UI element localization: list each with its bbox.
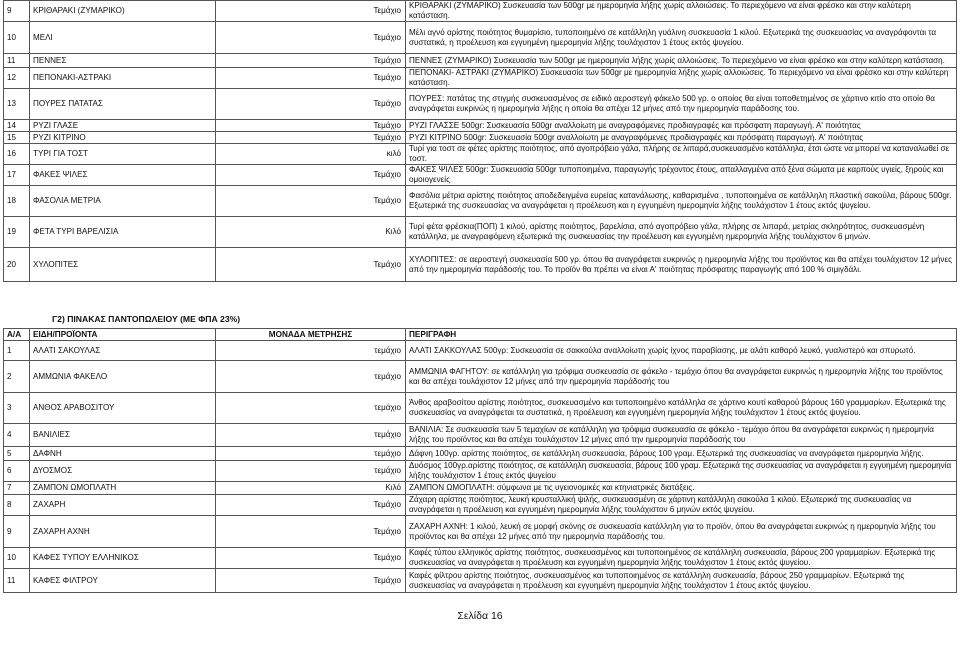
item-name: ΠΕΠΟΝΑΚΙ-ΑΣΤΡΑΚΙ (30, 68, 216, 89)
item-name: ΒΑΝΙΛΙΕΣ (30, 424, 216, 447)
item-number: 7 (4, 482, 30, 495)
item-description: Μέλι αγνό αρίστης ποιότητος θυμαρίσιο, τυποποιημένο σε κατάλληλη γυάλινη συσκευασία 1 κιλού. Εξωτερικά της συσκευασίας να αναγράφονται τα συστατικά, η προέλευση και εγγυημένη ημερομηνία λήξης τουλάχιστον 1 έτους εκτός ψυγείου. (406, 22, 957, 54)
item-number: 18 (4, 186, 30, 217)
item-number: 14 (4, 120, 30, 132)
table-row (4, 89, 957, 120)
item-name: ΑΛΑΤΙ ΣΑΚΟΥΛΑΣ (30, 341, 216, 361)
item-number: 6 (4, 461, 30, 482)
table-row (4, 186, 957, 217)
item-unit: Τεμάχιο (216, 68, 406, 89)
item-number: 20 (4, 248, 30, 282)
table-row (4, 447, 957, 461)
item-name: ΑΜΜΩΝΙΑ ΦΑΚΕΛΟ (30, 361, 216, 393)
item-description: Ζάχαρη αρίστης ποιότητος, λευκή κρυσταλλική ψιλής, συσκευασμένη σε χάρτινη κατάλληλη σακούλα 1 κιλού. Εξωτερικά της συσκευασίας να αναγράφεται η προέλευση και εγγυημένη ημερομηνία λήξης τουλάχιστον 6 μηνών εκτός ψυγείου. (406, 495, 957, 516)
item-number: 19 (4, 217, 30, 248)
item-unit: Κιλό (216, 217, 406, 248)
item-unit: Τεμάχιο (216, 495, 406, 516)
item-description: Καφές φίλτρου αρίστης ποιότητος, συσκευασμένος και τυποποιημένος σε κατάλληλη συσκευασία, βάρους 250 γραμμαρίων. Εξωτερικά της συσκευασίας να αναγράφεται η προέλευση και εγγυημένη ημερομηνία λήξης τουλάχιστον 1 έτους εκτός ψυγείου. (406, 569, 957, 593)
table-row (4, 1, 957, 22)
item-unit: τεμάχιο (216, 393, 406, 424)
item-description: Δυόσμος 100γρ.αρίστης ποιότητος, σε κατάλληλη συσκευασία, βάρους 100 γραμ. Εξωτερικά της συσκευασίας να αναγράφεται η εγγυημένη ημερομηνία λήξης τουλάχιστον 1 έτους εκτός ψυγείου (406, 461, 957, 482)
table-row (4, 165, 957, 186)
item-number: 17 (4, 165, 30, 186)
item-unit: κιλό (216, 144, 406, 165)
item-number: 1 (4, 341, 30, 361)
item-name: ΜΕΛΙ (30, 22, 216, 54)
item-unit: Τεμάχιο (216, 132, 406, 144)
item-description: Τυρί για τοστ σε φέτες αρίστης ποιότητος, από αγοπρόβειο γάλα, πλήρης σε λιπαρά,συσκευασμένο κατάλληλα, έτσι ώστε να μπορεί να καταναλωθεί σε τοστ. (406, 144, 957, 165)
table-row (4, 22, 957, 54)
item-number: 2 (4, 361, 30, 393)
table-row (4, 120, 957, 132)
header-aa: Α/Α (4, 329, 30, 341)
table-row (4, 516, 957, 548)
item-unit: τεμάχιο (216, 447, 406, 461)
item-number: 10 (4, 548, 30, 569)
item-unit: τεμάχιο (216, 361, 406, 393)
table-header-row (4, 329, 957, 341)
table-row (4, 482, 957, 495)
item-name: ΦΑΚΕΣ ΨΙΛΕΣ (30, 165, 216, 186)
header-description: ΠΕΡΙΓΡΑΦΗ (406, 329, 957, 341)
item-number: 4 (4, 424, 30, 447)
item-name: ΔΑΦΝΗ (30, 447, 216, 461)
item-unit: Τεμάχιο (216, 248, 406, 282)
table-row (4, 132, 957, 144)
item-name: ΦΑΣΟΛΙΑ ΜΕΤΡΙΑ (30, 186, 216, 217)
item-number: 12 (4, 68, 30, 89)
item-name: ΡΥΖΙ ΓΛΑΣΕ (30, 120, 216, 132)
item-name: ΔΥΟΣΜΟΣ (30, 461, 216, 482)
grocery-table (3, 328, 957, 593)
item-name: ΚΡΙΘΑΡΑΚΙ (ΖΥΜΑΡΙΚΟ) (30, 1, 216, 22)
table-row (4, 393, 957, 424)
item-description: ΡΥΖΙ ΚΙΤΡΙΝΟ 500gr: Συσκευασία 500gr αναλλοίωτη με αναγραφόμενες προδιαγραφές και πρόσφατη παραγωγή. Α' ποιότητας (406, 132, 957, 144)
table-row (4, 248, 957, 282)
header-products: ΕΙΔΗ/ΠΡΟΪΟΝΤΑ (30, 329, 216, 341)
item-name: ΑΝΘΟΣ ΑΡΑΒΟΣΙΤΟΥ (30, 393, 216, 424)
table-row (4, 54, 957, 68)
item-unit: Τεμάχιο (216, 1, 406, 22)
item-unit: Τεμάχιο (216, 165, 406, 186)
item-unit: Τεμάχιο (216, 120, 406, 132)
item-description: ΖΑΧΑΡΗ ΑΧΝΗ: 1 κιλού, λευκή σε μορφή σκόνης σε συσκευασία κατάλληλη για το προϊόν, όπου θα αναγράφεται ευκρινώς η ημερομηνία λήξης του προϊόντος και θα απέχει 12 μήνες από την ημερομηνία παράδοσής του. (406, 516, 957, 548)
section-title: Γ2) ΠΙΝΑΚΑΣ ΠΑΝΤΟΠΩΛΕΙΟΥ (ΜΕ ΦΠΑ 23%) (52, 314, 241, 324)
item-unit: τεμάχιο (216, 341, 406, 361)
table-row (4, 68, 957, 89)
table-row (4, 361, 957, 393)
item-number: 9 (4, 516, 30, 548)
products-table-continued (3, 0, 957, 282)
table-row (4, 217, 957, 248)
item-description: ΦΑΚΕΣ ΨΙΛΕΣ 500gr: Συσκευασία 500gr τυποποιημένα, παραγωγής τρέχοντος έτους, απαλλαγμένα από ξένα σώματα με καρπούς υγιείς, ξηρούς και ομοιογενείς (406, 165, 957, 186)
table-row (4, 341, 957, 361)
table-row (4, 424, 957, 447)
item-description: ΖΑΜΠΟΝ ΩΜΟΠΛΑΤΗ: σύμφωνα με τις υγειονομικές και κτηνιατρικές διατάξεις. (406, 482, 957, 495)
item-description: Καφές τύπου ελληνικός αρίστης ποιότητος, συσκευασμένος και τυποποιημένος σε κατάλληλη συσκευασία, βάρους 200 γραμμαρίων. Εξωτερικά της συσκευασίας να αναγράφεται η προέλευση και εγγυημένη ημερομηνία λήξης τουλάχιστον 1 έτους εκτός ψυγείου. (406, 548, 957, 569)
item-description: Τυρί φέτα φρέσκια(ΠΟΠ) 1 κιλού, αρίστης ποιότητος, βαρελίσια, από αγοπρόβειο γάλα, πλήρης σε λιπαρά, μετρίας σκληρότητος, συσκευασμένη κατάλληλα, με αναγραφόμενη εξωτερικά της συσκευασίας την προέλευση και εγγυημένη ημερομηνία λήξης τουλάχιστον 6 μηνών. (406, 217, 957, 248)
item-name: ΡΥΖΙ ΚΙΤΡΙΝΟ (30, 132, 216, 144)
item-description: ΑΛΑΤΙ ΣΑΚΚΟΥΛΑΣ 500γρ: Συσκευασία σε σακκούλα αναλλοίωτη χωρίς ίχνος παραβίασης, με αλάτι καθαρό λευκό, γυαλιστερό και σπυρωτό. (406, 341, 957, 361)
item-number: 9 (4, 1, 30, 22)
item-number: 5 (4, 447, 30, 461)
item-unit: Τεμάχιο (216, 89, 406, 120)
item-number: 13 (4, 89, 30, 120)
item-description: Άνθος αραβοσίτου αρίστης ποιότητος, συσκευασμένο και τυποποιημένο κατάλληλα σε χάρτινο κουτί καθαρού βάρους 160 γραμμαρίων. Εξωτερικά της συσκευασίας να αναγράφεται τα συστατικά, η προέλευση και εγγυημένη ημερομηνία λήξης τουλάχιστον 1 έτους εκτός ψυγείου. (406, 393, 957, 424)
item-name: ΤΥΡΙ ΓΙΑ ΤΟΣΤ (30, 144, 216, 165)
item-description: ΠΟΥΡΕΣ: πατάτας της στιγμής συσκευασμένος σε ειδικό αεροστεγή φάκελο 500 γρ. ο οποίος θα είναι τοποθετημένος σε χάρτινο κιτίο στο οποίο θα αναγράφεται ευκρινώς η ημερομηνία λήξης η οποία θα απέχει 12 μήνες από την ημερομηνία παράδοσης του. (406, 89, 957, 120)
item-name: ΧΥΛΟΠΙΤΕΣ (30, 248, 216, 282)
item-name: ΚΑΦΕΣ ΤΥΠΟΥ ΕΛΛΗΝΙΚΟΣ (30, 548, 216, 569)
item-name: ΠΕΝΝΕΣ (30, 54, 216, 68)
item-description: ΠΕΝΝΕΣ (ΖΥΜΑΡΙΚΟ) Συσκευασία των 500gr με ημερομηνία λήξης χωρίς αλλοιώσεις. Το περιεχόμενο να είναι φρέσκο και στην καλύτερη κατάσταση. (406, 54, 957, 68)
header-unit: ΜΟΝΑΔΑ ΜΕΤΡΗΣΗΣ (216, 329, 406, 341)
item-unit: Τεμάχιο (216, 548, 406, 569)
item-unit: Κιλό (216, 482, 406, 495)
item-name: ΖΑΧΑΡΗ ΑΧΝΗ (30, 516, 216, 548)
table-row (4, 495, 957, 516)
item-unit: Τεμάχιο (216, 186, 406, 217)
item-name: ΖΑΜΠΟΝ ΩΜΟΠΛΑΤΗ (30, 482, 216, 495)
table-row (4, 569, 957, 593)
item-unit: Τεμάχιο (216, 516, 406, 548)
item-description: ΒΑΝΙΛΙΑ: Σε συσκευασία των 5 τεμαχίων σε κατάλληλη για τρόφιμα συσκευασία σε φάκελο - τεμάχιο όπου θα αναγράφεται ευκρινώς η ημερομηνία λήξης του προϊόντος και θα απέχει τουλάχιστον 12 μήνες από την ημερομηνία παράδοσής του (406, 424, 957, 447)
item-number: 15 (4, 132, 30, 144)
item-description: Φασόλια μέτρια αρίστης ποιότητος αποδεδειγμένα ευρείας κατανάλωσης, καθαρισμένα , τυποποιημένα σε κατάλληλη πλαστική σακούλα, βάρους 500gr. Εξωτερικά της συσκευασίας να αναγράφεται η προέλευση και η εγγυημένη ημερομηνία λήξης τουλάχιστον 1 έτους εκτός ψυγείου. (406, 186, 957, 217)
item-number: 11 (4, 54, 30, 68)
item-number: 11 (4, 569, 30, 593)
page-number: Σελίδα 16 (457, 610, 503, 622)
item-number: 8 (4, 495, 30, 516)
item-unit: Τεμάχιο (216, 54, 406, 68)
item-description: ΑΜΜΩΝΙΑ ΦΑΓΗΤΟΥ: σε κατάλληλη για τρόφιμα συσκευασία σε φάκελο - τεμάχιο όπου θα αναγράφεται ευκρινώς η ημερομηνία λήξης του προϊόντος και θα απέχει τουλάχιστον 12 μήνες από την ημερομηνία παράδοσής του (406, 361, 957, 393)
item-unit: Τεμάχιο (216, 569, 406, 593)
item-number: 16 (4, 144, 30, 165)
item-name: ΠΟΥΡΕΣ ΠΑΤΑΤΑΣ (30, 89, 216, 120)
item-unit: τεμάχιο (216, 424, 406, 447)
item-description: ΠΕΠΟΝΑΚΙ- ΑΣΤΡΑΚΙ (ΖΥΜΑΡΙΚΟ) Συσκευασία των 500gr με ημερομηνία λήξης χωρίς αλλοιώσεις. Το περιεχόμενο να είναι φρέσκο και στην καλύτερη κατάσταση. (406, 68, 957, 89)
item-description: ΧΥΛΟΠΙΤΕΣ: σε αεροστεγή συσκευασία 500 γρ. όπου θα αναγράφεται ευκρινώς η ημερομηνία λήξης του προϊόντος και θα απέχει τουλάχιστον 12 μήνες από την ημερομηνία παράδοσής του. Το προϊόν θα πρέπει να είναι Α' ποιότητας πρόσφατης παραγωγής από 100 % σιμιγδάλι. (406, 248, 957, 282)
item-unit: τεμάχιο (216, 461, 406, 482)
item-description: ΡΥΖΙ ΓΛΑΣΣΕ 500gr: Συσκευασία 500gr αναλλοίωτη με αναγραφόμενες προδιαγραφές και πρόσφατη παραγωγή. Α' ποιότητας (406, 120, 957, 132)
item-description: ΚΡΙΘΑΡΑΚΙ (ΖΥΜΑΡΙΚΟ) Συσκευασία των 500gr με ημερομηνία λήξης χωρίς αλλοιώσεις. Το περιεχόμενο να είναι φρέσκο και στην καλύτερη κατάσταση. (406, 1, 957, 22)
item-name: ΚΑΦΕΣ ΦΙΛΤΡΟΥ (30, 569, 216, 593)
table-row (4, 461, 957, 482)
item-number: 3 (4, 393, 30, 424)
item-number: 10 (4, 22, 30, 54)
item-name: ΖΑΧΑΡΗ (30, 495, 216, 516)
item-unit: Τεμάχιο (216, 22, 406, 54)
item-description: Δάφνη 100γρ. αρίστης ποιότητος, σε κατάλληλη συσκευασία, βάρους 100 γραμ. Εξωτερικά της συσκευασίας να αναγράφεται ημερομηνία λήξης. (406, 447, 957, 461)
table-row (4, 144, 957, 165)
item-name: ΦΕΤΑ ΤΥΡΙ ΒΑΡΕΛΙΣΙΑ (30, 217, 216, 248)
table-row (4, 548, 957, 569)
